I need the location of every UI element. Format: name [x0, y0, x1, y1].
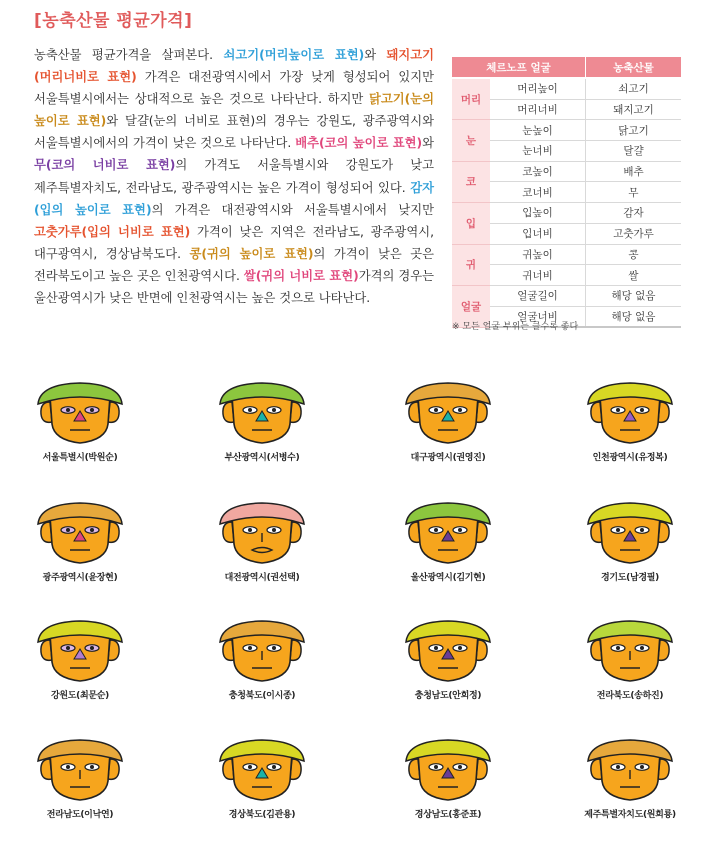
face-region-label: 서울특별시(박원순) [42, 453, 118, 463]
pupil-right [458, 408, 462, 412]
chernoff-face [560, 737, 700, 847]
pupil-right [90, 765, 94, 769]
body-text: 의 가격이 낮은 곳은 전라북도이고 높은 곳은 인천광역시다. [34, 246, 434, 283]
face-feature-cell: 머리너비 [490, 99, 586, 120]
face-feature-cell: 입너비 [490, 223, 586, 244]
pupil-right [640, 765, 644, 769]
body-text: 의 가격도 서울특별시와 강원도가 낮고 제주특별자치도, 전라남도, 광주광역시는 높은 가격이 형성되어 있다. [34, 158, 434, 195]
face-feature-cell: 귀너비 [490, 265, 586, 286]
highlight-text: 쇠고기(머리높이로 표현) [223, 48, 365, 62]
face-svg [10, 500, 150, 570]
body-text: 농축산물 평균가격을 살펴본다. [34, 48, 224, 62]
chernoff-mapping-table [452, 57, 681, 328]
body-text: 와 달걀(눈의 너비로 표현)의 경우는 강원도, 광주광역시와 서울특별시에서의 가격이 낮은 것으로 나타난다. [34, 114, 435, 151]
face-part-cell: 눈 [452, 120, 490, 161]
chernoff-face [560, 380, 700, 490]
description-paragraph [34, 44, 434, 309]
pupil-right [640, 528, 644, 532]
chernoff-face [378, 618, 518, 728]
face-svg [560, 737, 700, 807]
face-svg [560, 500, 700, 570]
face-feature-cell: 얼굴너비 [490, 306, 586, 327]
product-cell: 콩 [586, 244, 682, 265]
product-cell: 해당 없음 [586, 306, 682, 327]
chernoff-face [378, 500, 518, 610]
pupil-left [616, 408, 620, 412]
pupil-left [248, 408, 252, 412]
highlight-text: 배추(코의 높이로 표현) [295, 136, 423, 151]
pupil-left [248, 528, 252, 532]
pupil-left [434, 765, 438, 769]
page-title: [농축산물 평균가격] [34, 11, 193, 31]
body-text: 가격은 대전광역시에서 가장 낮게 형성되어 있지만 서울특별시에서는 상대적으로 높은 것으로 나타난다. 하지만 [34, 70, 434, 107]
pupil-right [458, 765, 462, 769]
product-cell: 쇠고기 [586, 78, 682, 99]
pupil-right [640, 646, 644, 650]
table-row [452, 203, 681, 224]
face-feature-cell: 코너비 [490, 182, 586, 203]
face-svg [378, 380, 518, 450]
product-cell: 배추 [586, 161, 682, 182]
table-row [452, 285, 681, 306]
face-svg [378, 737, 518, 807]
body-text: 와 [422, 136, 435, 151]
face-svg [192, 380, 332, 450]
pupil-left [66, 765, 70, 769]
face-svg [10, 618, 150, 688]
pupil-left [434, 408, 438, 412]
pupil-right [90, 646, 94, 650]
product-cell: 돼지고기 [586, 99, 682, 120]
pupil-left [616, 528, 620, 532]
pupil-left [66, 408, 70, 412]
highlight-text: 돼지고기(머리너비로 표현) [34, 48, 435, 85]
body-text: 의 가격은 대전광역시와 서울특별시에서 낮지만 [151, 202, 434, 217]
product-cell: 해당 없음 [586, 285, 682, 306]
chernoff-face [192, 380, 332, 490]
pupil-right [640, 408, 644, 412]
face-region-label: 충청남도(안희정) [414, 691, 482, 701]
pupil-right [272, 646, 276, 650]
face-part-cell: 코 [452, 161, 490, 202]
pupil-left [66, 646, 70, 650]
pupil-left [248, 765, 252, 769]
highlight-text: 무(코의 너비로 표현) [34, 158, 176, 173]
chernoff-face [10, 737, 150, 847]
chernoff-face [192, 618, 332, 728]
product-cell: 달걀 [586, 141, 682, 162]
table-row [452, 78, 681, 99]
chernoff-face [192, 737, 332, 847]
face-svg [192, 737, 332, 807]
face-region-label: 전라북도(송하진) [596, 691, 664, 701]
highlight-text: 콩(귀의 높이로 표현) [189, 246, 314, 261]
table-note: ※ 모든 얼굴 부위는 클수록 좋다 [452, 322, 579, 332]
pupil-right [272, 765, 276, 769]
face-svg [10, 737, 150, 807]
pupil-left [616, 646, 620, 650]
face-feature-cell: 귀높이 [490, 244, 586, 265]
face-svg [560, 380, 700, 450]
face-region-label: 인천광역시(유정복) [592, 453, 668, 463]
table-row [452, 161, 681, 182]
face-region-label: 강원도(최문순) [51, 691, 109, 701]
pupil-left [434, 646, 438, 650]
product-cell: 감자 [586, 203, 682, 224]
pupil-right [272, 528, 276, 532]
face-region-label: 충청북도(이시종) [228, 691, 296, 701]
pupil-right [90, 528, 94, 532]
pupil-left [616, 765, 620, 769]
face-svg [378, 618, 518, 688]
face-feature-cell: 얼굴길이 [490, 285, 586, 306]
chernoff-face [10, 500, 150, 610]
body-text: 가격이 낮은 지역은 전라남도, 광주광역시, 대구광역시, 경상남북도다. [34, 224, 434, 261]
pupil-left [248, 646, 252, 650]
pupil-right [272, 408, 276, 412]
face-region-label: 대전광역시(권선택) [224, 573, 300, 583]
highlight-text: 쌀(귀의 너비로 표현) [243, 268, 359, 283]
face-svg [10, 380, 150, 450]
face-feature-cell: 머리높이 [490, 78, 586, 99]
pupil-right [90, 408, 94, 412]
face-region-label: 경상북도(김관용) [228, 810, 296, 820]
highlight-text: 고춧가루(입의 너비로 표현) [34, 224, 191, 239]
product-cell: 닭고기 [586, 120, 682, 141]
face-region-label: 부산광역시(서병수) [224, 453, 300, 463]
face-part-cell: 입 [452, 203, 490, 244]
pupil-right [458, 646, 462, 650]
face-svg [192, 618, 332, 688]
product-cell: 쌀 [586, 265, 682, 286]
face-svg [192, 500, 332, 570]
face-region-label: 대구광역시(권영진) [410, 453, 486, 463]
product-cell: 무 [586, 182, 682, 203]
face-region-label: 경기도(남경필) [601, 573, 659, 583]
face-region-label: 울산광역시(김기현) [410, 573, 486, 583]
chernoff-face [378, 737, 518, 847]
chernoff-face [10, 380, 150, 490]
face-feature-cell: 눈너비 [490, 141, 586, 162]
body-text: 와 [364, 48, 387, 62]
face-part-cell: 귀 [452, 244, 490, 285]
pupil-left [66, 528, 70, 532]
chernoff-face [560, 500, 700, 610]
face-feature-cell: 눈높이 [490, 120, 586, 141]
chernoff-face [10, 618, 150, 728]
pupil-right [458, 528, 462, 532]
pupil-left [434, 528, 438, 532]
face-feature-cell: 코높이 [490, 161, 586, 182]
face-svg [560, 618, 700, 688]
highlight-text: 감자(입의 높이로 표현) [34, 180, 434, 217]
table-row [452, 120, 681, 141]
face-feature-cell: 입높이 [490, 203, 586, 224]
face-svg [378, 500, 518, 570]
chernoff-face [192, 500, 332, 610]
table-row [452, 244, 681, 265]
face-region-label: 경상남도(홍준표) [414, 810, 482, 820]
body-text: 가격의 경우는 울산광역시가 낮은 반면에 인천광역시는 높은 것으로 나타난다. [34, 268, 434, 306]
header-chernoff-face: 체르노프 얼굴 [452, 57, 586, 78]
highlight-text: 닭고기(눈의 높이로 표현) [34, 92, 434, 129]
face-part-cell: 머리 [452, 78, 490, 120]
header-agri-product: 농축산물 [586, 57, 682, 78]
face-region-label: 전라남도(이낙연) [46, 810, 114, 820]
chernoff-face [378, 380, 518, 490]
face-region-label: 광주광역시(윤장현) [42, 573, 118, 583]
product-cell: 고춧가루 [586, 223, 682, 244]
chernoff-face [560, 618, 700, 728]
face-part-cell: 얼굴 [452, 285, 490, 327]
face-region-label: 제주특별자치도(원희룡) [584, 810, 676, 820]
